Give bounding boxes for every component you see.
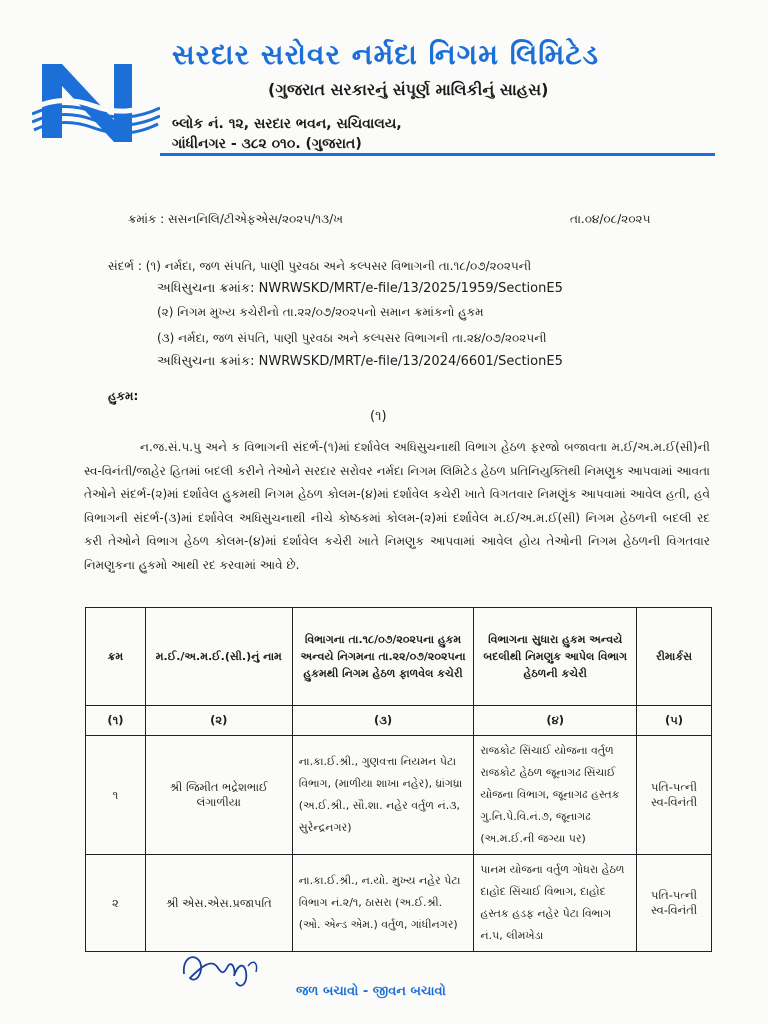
order-body xyxy=(84,436,710,577)
letter-date: તા.૦૪/૦૮/૨૦૨૫ xyxy=(570,212,651,226)
reference-line-2: અધિસુચના ક્રમાંક: NWRWSKD/MRT/e-file/13/2025/1959/SectionE5 xyxy=(157,281,563,296)
order-body-text: ન.જ.સં.પ.પુ અને ક વિભાગની સંદર્ભ-(૧)માં દર્શાવેલ અધિસુચનાથી વિભાગ હેઠળ ફરજો બજાવતા મ.ઈ/અ.મ.ઈ(સી)ની સ્વ-વિનંતી/જાહેર હિતમાં બદલી કરીને તેઓને સરદાર સરોવર નર્મદા નિગમ લિમિટેડ હેઠળ પ્રતિનિયુક્તિથી નિમણુક આપવામાં આવતા તેઓને સંદર્ભ-(૨)માં દર્શાવેલ હુકમથી નિગમ હેઠળ કોલમ-(૪)માં દર્શાવેલ કચેરી ખાતે વિગતવાર નિમણુંક આપવામાં આવેલ હતી, હવે વિભાગની સંદર્ભ-(૩)માં દર્શાવેલ અધિસુચનાથી નીચે કોષ્ઠકમાં કોલમ-(૨)માં દર્શાવેલ મ.ઈ/અ.મ.ઈ(સી) નિગમ હેઠળની બદલી રદ કરી તેઓને વિભાગ હેઠળ કોલમ-(૪)માં દર્શાવેલ કચેરી ખાતે નિમણુક આપવામાં આવેલ હોય તેઓની નિગમ હેઠળની વિગતવાર નિમણુકના હુકમો આથી રદ કરવામાં આવે છે. xyxy=(84,440,710,572)
reference-line-4: (૩) નર્મદા, જળ સંપતિ, પાણી પુરવઠા અને કલ્પસર વિભાગની તા.૨૪/૦૭/૨૦૨૫ની xyxy=(157,331,547,345)
column-number: (૫) xyxy=(637,706,712,736)
reference-line-5: અધિસુચના ક્રમાંક: NWRWSKD/MRT/e-file/13/2024/6601/SectionE5 xyxy=(157,354,563,369)
column-number: (૨) xyxy=(145,706,292,736)
nigam-logo xyxy=(32,50,160,154)
column-number: (૧) xyxy=(86,706,146,736)
header-nigam-office: વિભાગના તા.૧૮/૦૭/૨૦૨૫ના હુકમ અન્વયે નિગમના તા.૨૨/૦૭/૨૦૨૫ના હુકમથી નિગમ હેઠળ ફાળવેલ કચેરી xyxy=(292,608,474,706)
address-line-2: ગાંધીનગર - ૩૮૨ ૦૧૦. (ગુજરાત) xyxy=(172,136,362,152)
order-heading: હુકમ: xyxy=(108,389,139,403)
footer-slogan: જળ બચાવો - જીવન બચાવો xyxy=(296,984,446,999)
header-name: મ.ઈ./અ.મ.ઈ.(સી.)નું નામ xyxy=(145,608,292,706)
table-row xyxy=(86,736,712,855)
table-row xyxy=(86,855,712,952)
order-number: (૧) xyxy=(370,409,387,424)
header-sr: ક્રમ xyxy=(86,608,146,706)
row-sr: ૧ xyxy=(86,736,146,855)
header-dept-office: વિભાગના સુધારા હુકમ અન્વયે બદલીથી નિમણુક આપેલ વિભાગ હેઠળની કચેરી xyxy=(474,608,637,706)
row-sr: ૨ xyxy=(86,855,146,952)
signature xyxy=(178,944,278,992)
column-number: (૩) xyxy=(292,706,474,736)
reference-line-3: (૨) નિગમ મુખ્ય કચેરીનો તા.૨૨/૦૭/૨૦૨૫નો સમાન ક્રમાંકનો હુકમ xyxy=(157,305,484,319)
organization-subtitle: (ગુજરાત સરકારનું સંપૂર્ણ માલિકીનું સાહસ) xyxy=(268,80,549,99)
reference-line-1: સંદર્ભ : (૧) નર્મદા, જળ સંપતિ, પાણી પુરવઠા અને કલ્પસર વિભાગની તા.૧૮/૦૭/૨૦૨૫ની xyxy=(108,259,532,273)
reference-number: ક્રમાંક : સસનનિલિ/ટીએફએસ/૨૦૨૫/૧૩/ખ xyxy=(128,212,343,226)
row-remarks: પતિ-પત્ની સ્વ-વિનંતી xyxy=(637,736,712,855)
row-name: શ્રી એસ.એસ.પ્રજાપતિ xyxy=(145,855,292,952)
row-nigam-office: ના.કા.ઈ.શ્રી., ન.યો. મુખ્ય નહેર પેટા વિભાગ નં.૨/૧, ઠાસરા (અ.ઈ.શ્રી. (ઓ. એન્ડ એમ.) વર્તુળ, ગાંધીનગર) xyxy=(292,855,474,952)
row-dept-office: રાજકોટ સિંચાઈ યોજના વર્તુળ રાજકોટ હેઠળ જૂનાગઢ સિંચાઈ યોજના વિભાગ, જૂનાગઢ હસ્તક ગુ.નિ.પે.વિ.નં.૭, જૂનાગઢ (અ.મ.ઈ.ની જગ્યા પર) xyxy=(474,736,637,855)
row-name: શ્રી જિમીત ભદ્રેશભાઈ લંગાળીયા xyxy=(145,736,292,855)
row-dept-office: પાનમ યોજના વર્તુળ ગોધરા હેઠળ દાહોદ સિંચાઈ વિભાગ, દાહોદ હસ્તક હડફ નહેર પેટા વિભાગ નં.૫, લીમખેડા xyxy=(474,855,637,952)
header-divider xyxy=(160,153,715,156)
column-number: (૪) xyxy=(474,706,637,736)
header-remarks: રીમાર્કસ xyxy=(637,608,712,706)
address-line-1: બ્લોક નં. ૧૨, સરદાર ભવન, સચિવાલય, xyxy=(172,116,402,132)
transfer-table xyxy=(85,607,712,952)
row-nigam-office: ના.કા.ઈ.શ્રી., ગુણવત્તા નિયમન પેટા વિભાગ, (માળીયા શાખા નહેર), ધ્રાંગધ્રા (અ.ઈ.શ્રી., સૌ.શા. નહેર વર્તુળ નં.૩, સુરેન્દ્રનગર) xyxy=(292,736,474,855)
row-remarks: પતિ-પત્ની સ્વ-વિનંતી xyxy=(637,855,712,952)
organization-name: સરદાર સરોવર નર્મદા નિગમ લિમિટેડ xyxy=(172,38,600,71)
